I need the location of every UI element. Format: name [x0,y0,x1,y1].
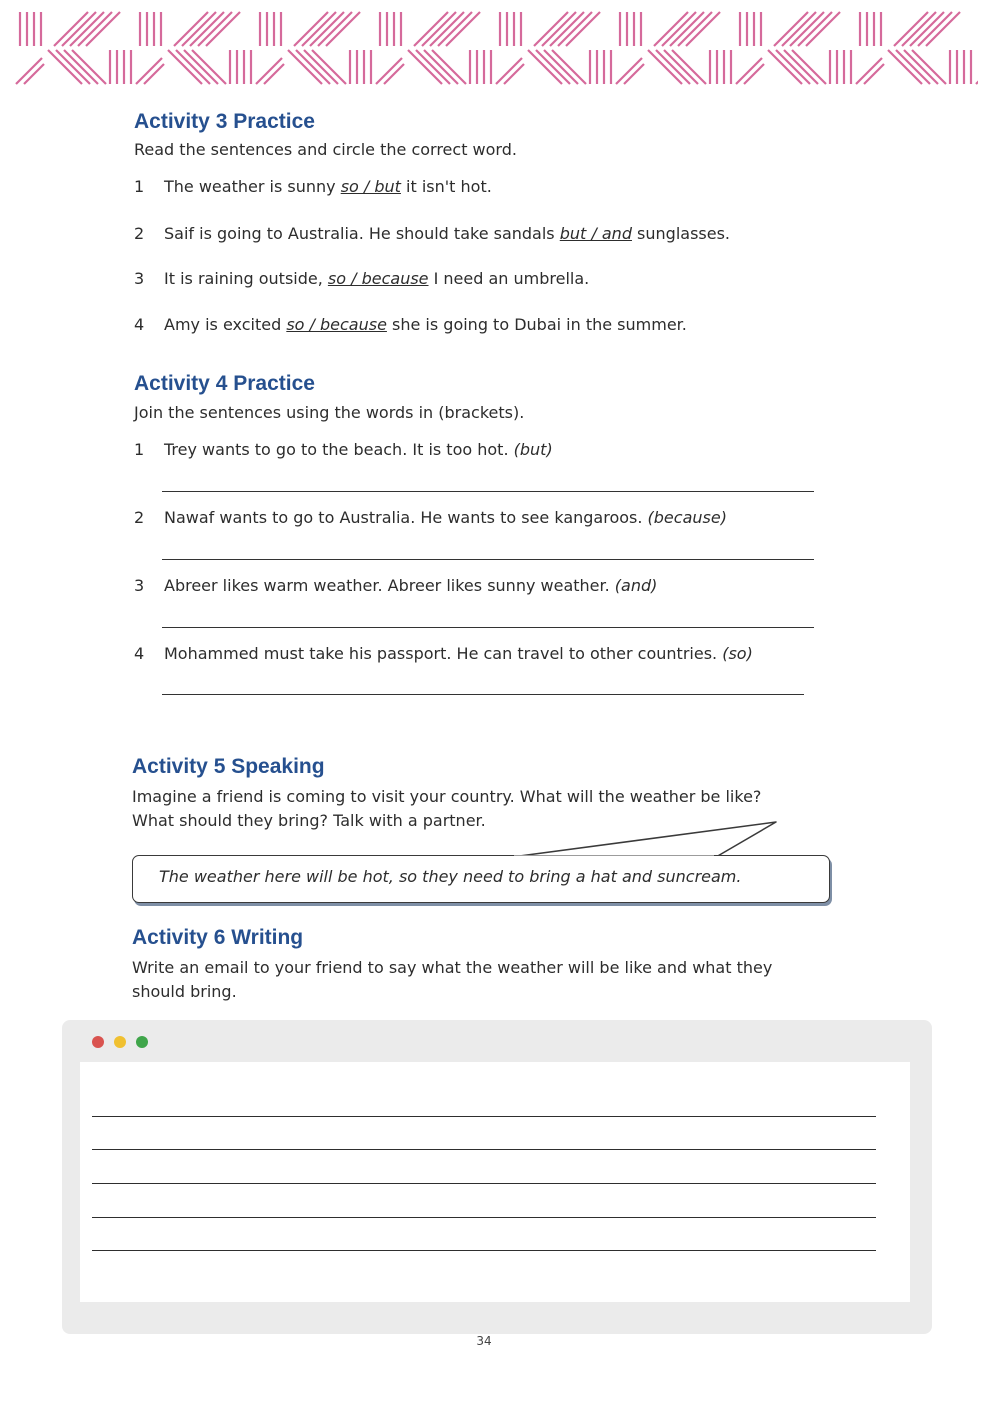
word-options[interactable]: so / because [286,315,387,334]
answer-line[interactable] [162,491,814,492]
item-number: 3 [134,269,145,288]
activity-3-item [134,269,834,288]
sentence-start: Amy is excited [164,315,287,334]
sentence-text: Trey wants to go to the beach. It is too hot. [164,440,514,459]
item-number: 2 [134,224,145,243]
sentence-end: sunglasses. [631,224,731,243]
bracket-hint: (because) [647,508,727,527]
item-number: 3 [134,576,145,595]
speech-bubble [132,855,830,903]
activity-3-title: Activity 3 Practice [134,110,315,133]
activity-4-instruction: Join the sentences using the words in (brackets). [134,403,525,422]
bracket-hint: (but) [513,440,553,459]
activity-6-instruction-line-2: should bring. [132,982,237,1001]
sentence-end: it isn't hot. [400,177,492,196]
word-options[interactable]: so / but [340,177,401,196]
email-writing-area[interactable] [80,1062,910,1302]
item-number: 4 [134,644,145,663]
writing-line[interactable] [92,1183,876,1184]
sentence-start: Saif is going to Australia. He should take sandals [164,224,560,243]
answer-line[interactable] [162,694,804,695]
activity-4-item [134,644,834,663]
word-options[interactable]: but / and [559,224,632,243]
activity-3-item [134,224,834,243]
sentence-end: she is going to Dubai in the summer. [386,315,687,334]
activity-6-instruction-line-1: Write an email to your friend to say what the weather will be like and what they [132,958,773,977]
item-number: 1 [134,177,145,196]
bracket-hint: (so) [722,644,753,663]
window-close-dot [92,1036,104,1048]
activity-4-title: Activity 4 Practice [134,372,315,395]
activity-4-item [134,508,834,527]
page-number: 34 [476,1334,492,1348]
sentence-text: Abreer likes warm weather. Abreer likes sunny weather. [164,576,615,595]
window-minimize-dot [114,1036,126,1048]
word-options[interactable]: so / because [327,269,429,288]
sentence-text: Nawaf wants to go to Australia. He wants to see kangaroos. [164,508,648,527]
answer-line[interactable] [162,627,814,628]
writing-line[interactable] [92,1116,876,1117]
activity-4-item [134,576,834,595]
example-answer: The weather here will be hot, so they need to bring a hat and suncream. [159,867,742,886]
sentence-start: The weather is sunny [164,177,341,196]
activity-5-instruction-line-2: What should they bring? Talk with a partner. [132,811,486,830]
email-window [62,1020,932,1334]
item-number: 4 [134,315,145,334]
writing-line[interactable] [92,1250,876,1251]
activity-3-instruction: Read the sentences and circle the correct word. [134,140,517,159]
bracket-hint: (and) [614,576,658,595]
activity-5-instruction-line-1: Imagine a friend is coming to visit your country. What will the weather be like? [132,787,762,806]
activity-4-item [134,440,834,459]
item-number: 1 [134,440,145,459]
answer-line[interactable] [162,559,814,560]
writing-line[interactable] [92,1217,876,1218]
activity-3-item [134,177,834,196]
sentence-text: Mohammed must take his passport. He can travel to other countries. [164,644,723,663]
sentence-start: It is raining outside, [164,269,328,288]
activity-3-item [134,315,834,334]
window-maximize-dot [136,1036,148,1048]
activity-6-title: Activity 6 Writing [132,926,304,949]
sentence-end: I need an umbrella. [428,269,590,288]
activity-5-title: Activity 5 Speaking [132,755,325,778]
decorative-banner [14,8,978,88]
item-number: 2 [134,508,145,527]
banner-pattern [14,8,978,88]
writing-line[interactable] [92,1149,876,1150]
